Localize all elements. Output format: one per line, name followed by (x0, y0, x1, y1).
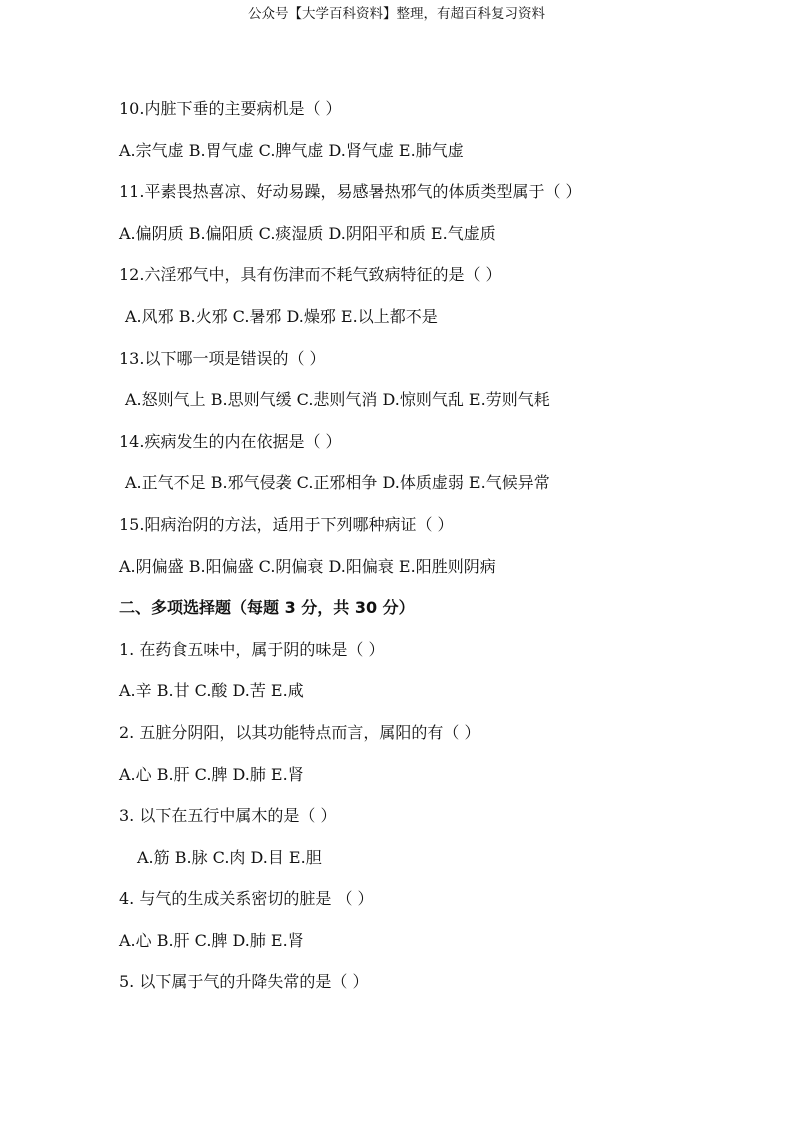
answer-options: A.风邪 B.火邪 C.暑邪 D.燥邪 E.以上都不是 (125, 306, 438, 326)
question-text: 12.六淫邪气中，具有伤津而不耗气致病特征的是（ ） (119, 265, 502, 285)
question-text: 1. 在药食五味中，属于阴的味是（ ） (119, 639, 385, 659)
answer-options: A.筋 B.脉 C.肉 D.目 E.胆 (137, 847, 322, 867)
answer-options: A.阴偏盛 B.阳偏盛 C.阴偏衰 D.阳偏衰 E.阳胜则阴病 (119, 556, 496, 576)
question-text: 13.以下哪一项是错误的（ ） (119, 348, 326, 368)
document-body (119, 88, 779, 1003)
section-heading: 二、多项选择题（每题 3 分，共 30 分） (119, 598, 415, 618)
question-text: 2. 五脏分阴阳，以其功能特点而言，属阳的有（ ） (119, 722, 481, 742)
answer-options: A.心 B.肝 C.脾 D.肺 E.肾 (119, 930, 304, 950)
question-text: 5. 以下属于气的升降失常的是（ ） (119, 972, 369, 992)
answer-options: A.正气不足 B.邪气侵袭 C.正邪相争 D.体质虚弱 E.气候异常 (125, 473, 550, 493)
question-text: 14.疾病发生的内在依据是（ ） (119, 431, 342, 451)
answer-options: A.心 B.肝 C.脾 D.肺 E.肾 (119, 764, 304, 784)
answer-options: A.怒则气上 B.思则气缓 C.悲则气消 D.惊则气乱 E.劳则气耗 (125, 390, 550, 410)
answer-options: A.辛 B.甘 C.酸 D.苦 E.咸 (119, 681, 304, 701)
question-text: 4. 与气的生成关系密切的脏是 （ ） (119, 889, 374, 909)
question-text: 11.平素畏热喜凉、好动易躁，易感暑热邪气的体质类型属于（ ） (119, 182, 582, 202)
answer-options: A.宗气虚 B.胃气虚 C.脾气虚 D.肾气虚 E.肺气虚 (119, 140, 464, 160)
page-header: 公众号【大学百科资料】整理，有超百科复习资料 (248, 6, 545, 22)
answer-options: A.偏阴质 B.偏阳质 C.痰湿质 D.阴阳平和质 E.气虚质 (119, 223, 496, 243)
question-text: 3. 以下在五行中属木的是（ ） (119, 806, 337, 826)
question-text: 15.阳病治阴的方法，适用于下列哪种病证（ ） (119, 514, 454, 534)
question-text: 10.内脏下垂的主要病机是（ ） (119, 99, 342, 118)
